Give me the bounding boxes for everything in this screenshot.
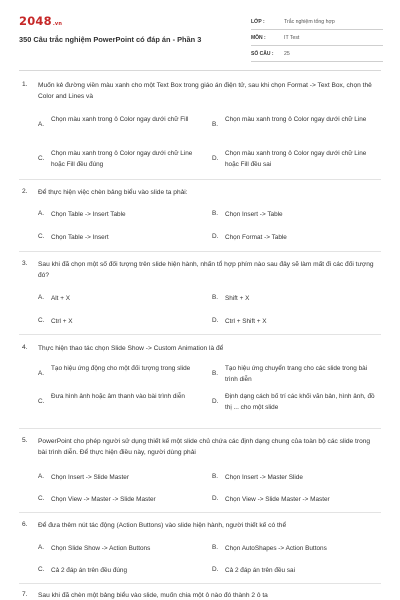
option-letter: B. xyxy=(212,294,219,301)
option-letter: B. xyxy=(212,544,219,551)
meta-value: 25 xyxy=(284,50,290,57)
question-divider xyxy=(19,428,381,429)
question-number: 4. xyxy=(22,344,28,351)
logo-text: 2048 xyxy=(19,14,52,28)
option-letter: D. xyxy=(212,233,219,240)
option-text: Alt + X xyxy=(51,295,71,302)
meta-row-subject xyxy=(251,30,383,46)
option-text: Chọn Insert -> Table xyxy=(225,211,283,218)
option-letter: D. xyxy=(212,317,219,324)
option-text: Định dạng cách bố trí các khối văn bản, hình ảnh, đồ thị ... cho một slide xyxy=(225,393,375,411)
document-header xyxy=(0,0,400,62)
option-text: Tạo hiệu ứng động cho một đối tượng trong slide xyxy=(51,365,191,372)
question-divider xyxy=(19,334,381,335)
option-letter: B. xyxy=(212,121,219,128)
meta-row-count xyxy=(251,46,383,62)
option-text: Đưa hình ảnh hoặc âm thanh vào bài trình diễn xyxy=(51,393,185,400)
question-divider xyxy=(19,251,381,252)
option-text: Shift + X xyxy=(225,295,250,302)
option-text: Chọn Insert -> Master Slide xyxy=(225,474,303,481)
option-letter: C. xyxy=(38,317,45,324)
option-letter: B. xyxy=(212,473,219,480)
option-text: Chọn Slide Show -> Action Buttons xyxy=(51,545,151,552)
question-number: 6. xyxy=(22,521,28,528)
question-divider xyxy=(19,512,381,513)
option-letter: C. xyxy=(38,566,45,573)
option-letter: D. xyxy=(212,566,219,573)
option-text: Chọn màu xanh trong ô Color ngay dưới chữ Fill xyxy=(51,116,189,123)
site-logo[interactable] xyxy=(19,14,62,28)
option-letter: B. xyxy=(212,370,219,377)
question-text: Muốn kẻ đường viền màu xanh cho một Text Box trong giáo án điện tử, sau khi chọn Format -> Text Box, chọn thẻ Color and Lines và xyxy=(38,82,372,100)
question-divider xyxy=(19,583,381,584)
question-number: 1. xyxy=(22,81,28,88)
option-text: Tạo hiệu ứng chuyển trang cho các slide trong bài trình diễn xyxy=(225,365,368,383)
option-letter: A. xyxy=(38,121,45,128)
question-text: Để thực hiện việc chèn bảng biểu vào slide ta phải: xyxy=(38,189,188,196)
meta-value: Trắc nghiệm tổng hợp xyxy=(284,18,335,25)
meta-key: SỐ CÂU : xyxy=(251,50,274,57)
option-letter: A. xyxy=(38,294,45,301)
question-number: 7. xyxy=(22,591,28,598)
option-letter: D. xyxy=(212,398,219,405)
meta-key: LỚP : xyxy=(251,18,265,25)
option-text: Chọn màu xanh trong ô Color ngay dưới chữ Line hoặc Fill đều sai xyxy=(225,150,367,168)
meta-row-class xyxy=(251,14,383,30)
option-letter: A. xyxy=(38,544,45,551)
option-letter: A. xyxy=(38,370,45,377)
option-text: Chọn Table -> Insert xyxy=(51,234,109,241)
option-text: Chọn View -> Slide Master -> Master xyxy=(225,496,330,503)
question-number: 5. xyxy=(22,437,28,444)
option-letter: C. xyxy=(38,233,45,240)
question-number: 3. xyxy=(22,260,28,267)
option-text: Ctrl + X xyxy=(51,318,73,325)
option-letter: D. xyxy=(212,155,219,162)
question-divider xyxy=(19,179,381,180)
meta-value: IT Test xyxy=(284,34,300,41)
question-text: Thực hiện thao tác chọn Slide Show -> Custom Animation là để xyxy=(38,345,224,352)
option-text: Chọn Table -> Insert Table xyxy=(51,211,126,218)
meta-table xyxy=(251,14,383,62)
option-letter: A. xyxy=(38,473,45,480)
option-text: Chọn Insert -> Slide Master xyxy=(51,474,129,481)
option-text: Chọn Format -> Table xyxy=(225,234,287,241)
question-number: 2. xyxy=(22,188,28,195)
option-letter: D. xyxy=(212,495,219,502)
option-letter: B. xyxy=(212,210,219,217)
option-letter: A. xyxy=(38,210,45,217)
header-divider xyxy=(19,70,381,71)
option-letter: C. xyxy=(38,155,45,162)
option-letter: C. xyxy=(38,495,45,502)
logo-suffix: .vn xyxy=(52,21,63,27)
option-text: Chọn AutoShapes -> Action Buttons xyxy=(225,545,327,552)
question-text: Sau khi đã chọn một số đối tượng trên slide hiện hành, nhấn tổ hợp phím nào sau đây sẽ làm mất đi các đối tượng đó? xyxy=(38,261,374,279)
option-text: Chọn màu xanh trong ô Color ngay dưới chữ Line hoặc Fill đều đúng xyxy=(51,150,193,168)
option-text: Chọn View -> Master -> Slide Master xyxy=(51,496,156,503)
question-text: Sau khi đã chèn một bảng biểu vào slide, muốn chia một ô nào đó thành 2 ô ta xyxy=(38,592,268,599)
option-text: Cả 2 đáp án trên đều đúng xyxy=(51,567,128,574)
question-text: PowerPoint cho phép người sử dụng thiết kế một slide chủ chứa các định dạng chung của toàn bộ các slide trong bài trình diễn. Để thực hiện điều này, người dùng phải xyxy=(38,438,371,456)
option-letter: C. xyxy=(38,398,45,405)
option-text: Ctrl + Shift + X xyxy=(225,318,267,325)
meta-key: MÔN : xyxy=(251,34,266,41)
option-text: Chọn màu xanh trong ô Color ngay dưới chữ Line xyxy=(225,116,367,123)
document-title: 350 Câu trắc nghiệm PowerPoint có đáp án - Phần 3 xyxy=(19,35,202,44)
option-text: Cả 2 đáp án trên đều sai xyxy=(225,567,295,574)
question-text: Để đưa thêm nút tác động (Action Buttons) vào slide hiện hành, người thiết kế có thể xyxy=(38,522,287,529)
